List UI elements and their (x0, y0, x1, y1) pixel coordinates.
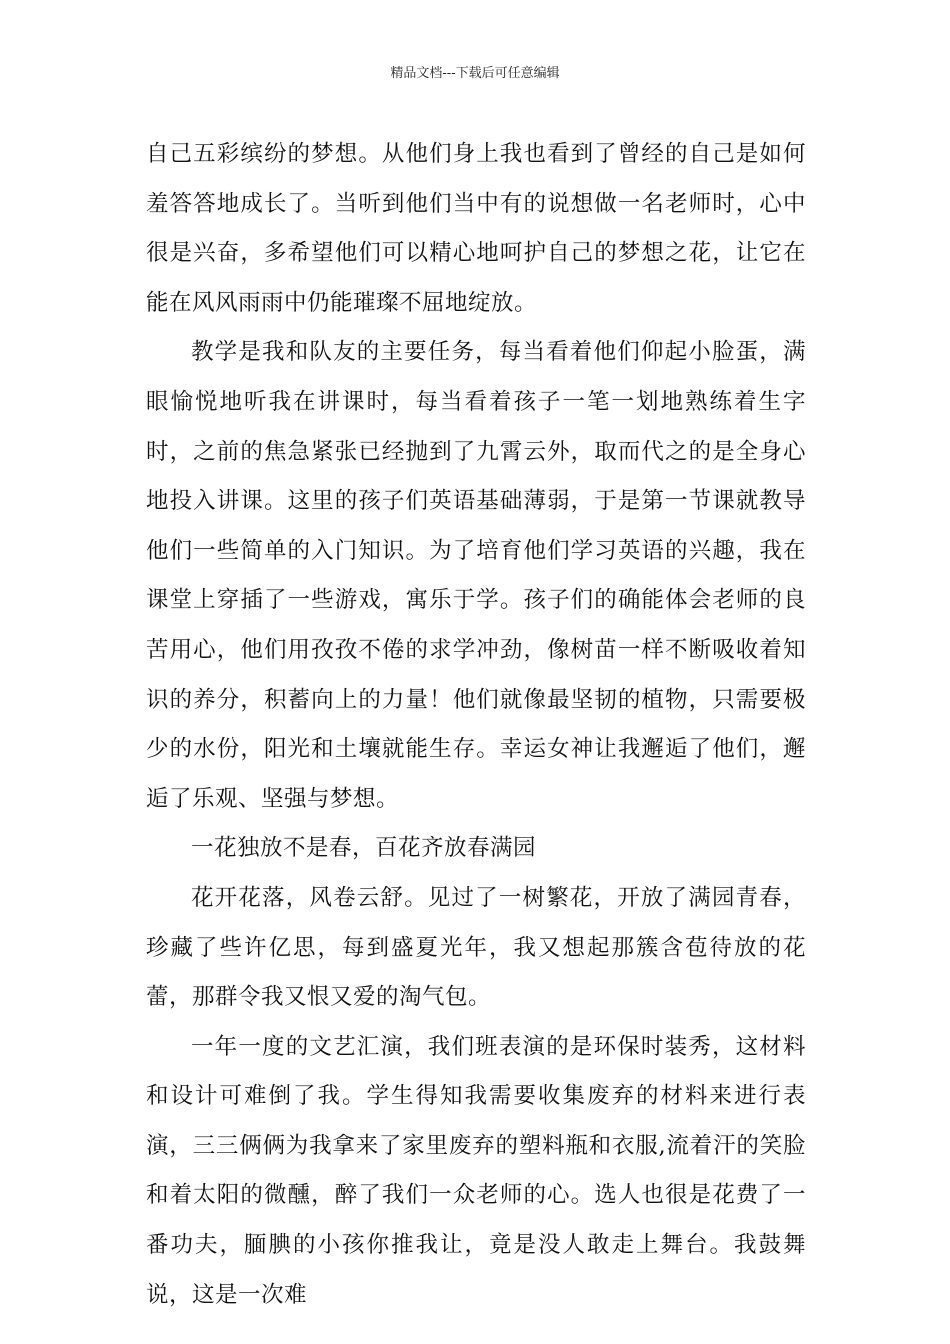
paragraph-4: 一年一度的文艺汇演，我们班表演的是环保时装秀，这材料和设计可难倒了我。学生得知我需要收集废弃的材料来进行表演，三三俩俩为我拿来了家里废弃的塑料瓶和衣服,流着汗的笑脸和着太阳的微醺，醉了我们一众老师的心。选人也很是花费了一番功夫，腼腆的小孩你推我让，竟是没人敢走上舞台。我鼓舞说，这是一次难 (146, 1033, 806, 1308)
paragraph-1: 自己五彩缤纷的梦想。从他们身上我也看到了曾经的自己是如何羞答答地成长了。当听到他们当中有的说想做一名老师时，心中很是兴奋，多希望他们可以精心地呵护自己的梦想之花，让它在能在风风雨雨中仍能璀璨不屈地绽放。 (146, 141, 806, 316)
paragraph-2: 教学是我和队友的主要任务，每当看着他们仰起小脸蛋，满眼愉悦地听我在讲课时，每当看着孩子一笔一划地熟练着生字时，之前的焦急紧张已经抛到了九霄云外，取而代之的是全身心地投入讲课。这里的孩子们英语基础薄弱，于是第一节课就教导他们一些简单的入门知识。为了培育他们学习英语的兴趣，我在课堂上穿插了一些游戏，寓乐于学。孩子们的确能体会老师的良苦用心，他们用孜孜不倦的求学冲劲，像树苗一样不断吸收着知识的养分，积蓄向上的力量！他们就像最坚韧的植物，只需要极少的水份，阳光和土壤就能生存。幸运女神让我邂逅了他们，邂逅了乐观、坚强与梦想。 (146, 339, 806, 812)
paragraph-3: 花开花落，风卷云舒。见过了一树繁花，开放了满园青春，珍藏了些许亿思，每到盛夏光年，我又想起那簇含苞待放的花蕾，那群令我又恨又爱的淘气包。 (146, 884, 806, 1011)
section-heading: 一花独放不是春，百花齐放春满园 (191, 835, 537, 862)
page-header: 精品文档---下载后可任意编辑 (390, 66, 560, 81)
body-text (146, 130, 806, 1320)
